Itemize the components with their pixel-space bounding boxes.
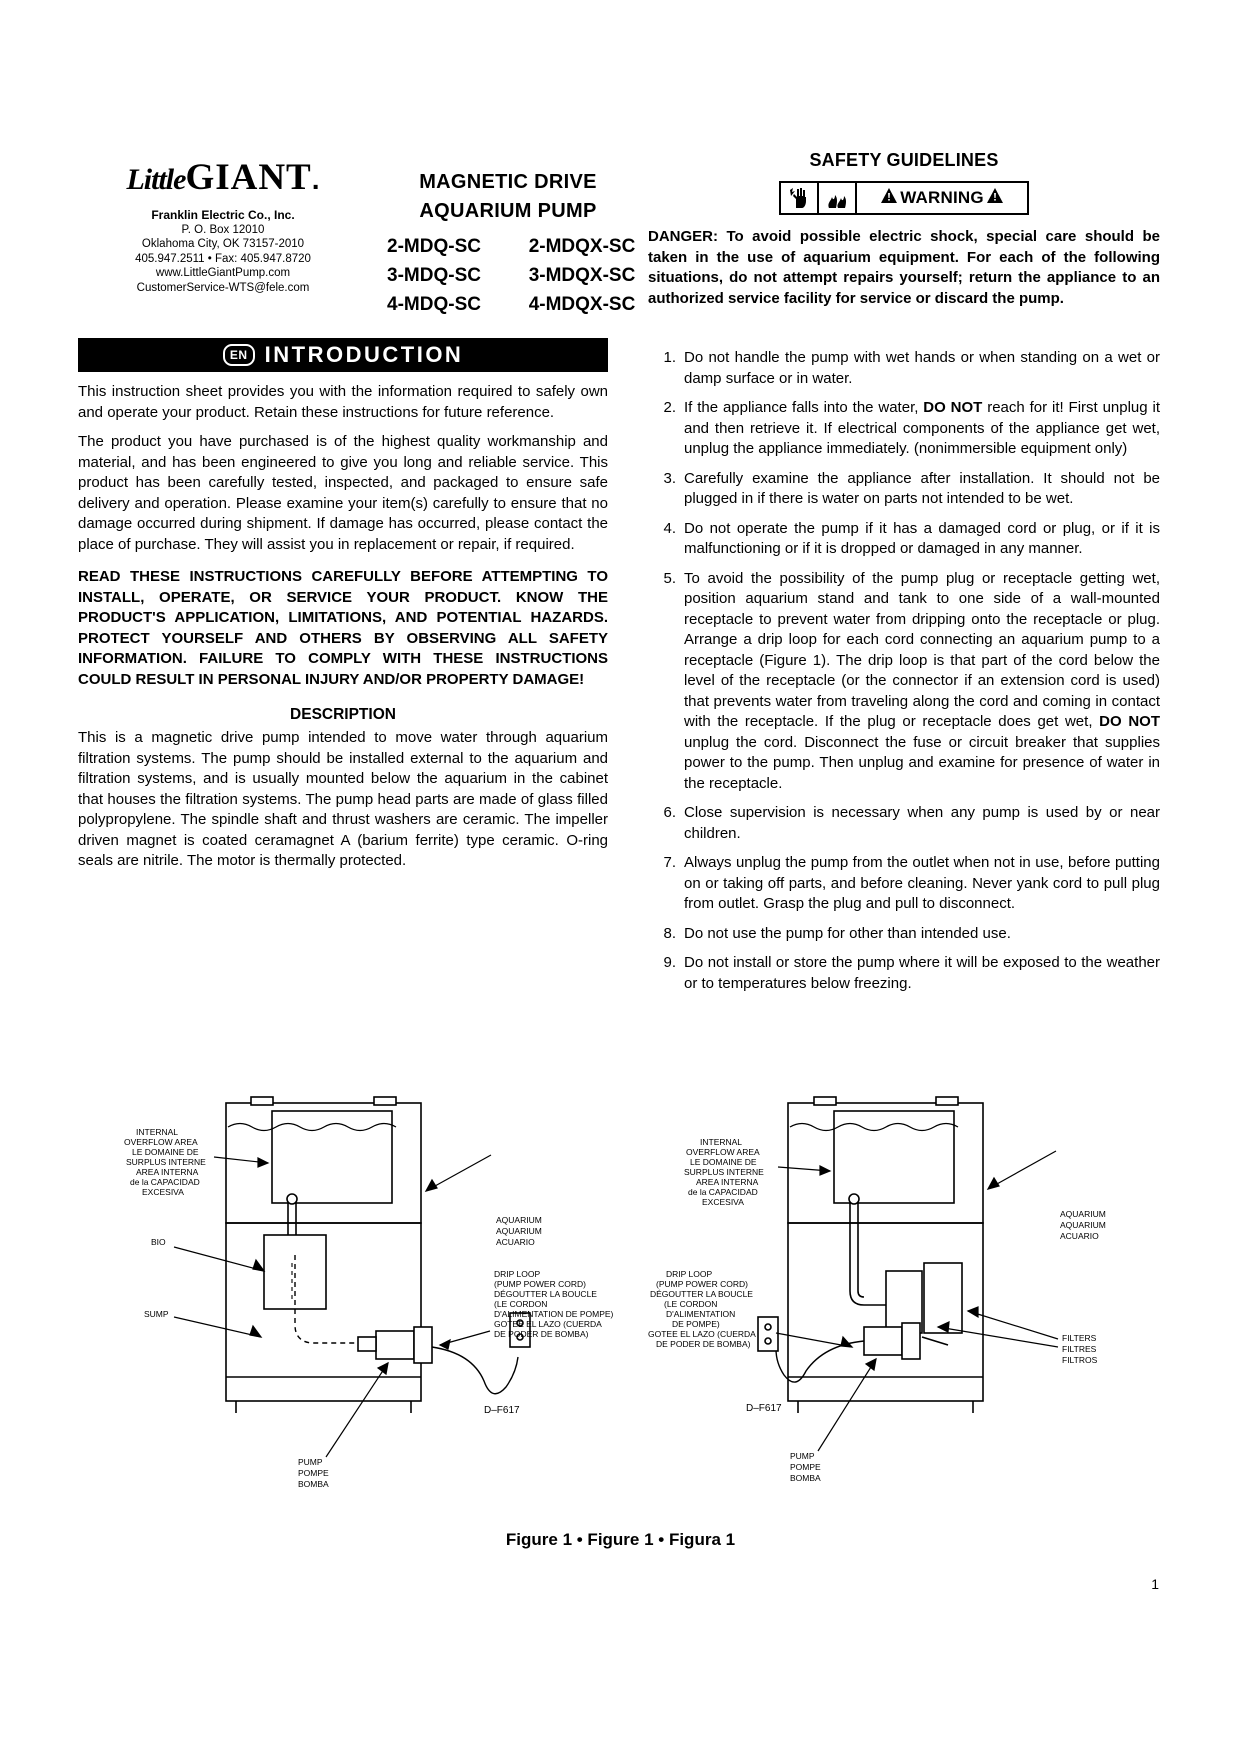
warning-banner	[779, 181, 1029, 215]
model-row	[368, 261, 648, 290]
list-item	[648, 803, 1160, 844]
model-number: 4-MDQ-SC	[387, 294, 481, 315]
safety-guidelines-block	[648, 150, 1160, 324]
emphasis-do-not: DO NOT	[923, 399, 983, 416]
warning-triangle-icon-right	[987, 188, 1003, 208]
list-item-number: 8.	[663, 924, 676, 942]
company-name: Franklin Electric Co., Inc.	[151, 208, 295, 222]
list-item-text: Close supervision is necessary when any pump is used by or near children.	[684, 804, 1160, 842]
list-item-number: 3.	[663, 469, 676, 487]
svg-text:EXCESIVA: EXCESIVA	[702, 1197, 744, 1207]
figure-label-internal-overflow: INTERNAL	[136, 1127, 179, 1137]
list-item-text: Do not operate the pump if it has a damaged cord or plug, or if it is malfunctioning or if it is dropped or damaged in any manner.	[684, 519, 1160, 557]
figure-label-sump: SUMP	[144, 1309, 169, 1319]
svg-text:FILTROS: FILTROS	[1062, 1355, 1098, 1365]
figure-label-pump: PUMP	[790, 1451, 815, 1461]
document-title-block	[368, 150, 648, 319]
list-item	[648, 924, 1160, 945]
introduction-heading-bar	[78, 338, 608, 372]
danger-paragraph: DANGER: To avoid possible electric shock, special care should be taken in the use of aquarium equipment. For each of the following situations, do not attempt repairs yourself; return the appliance to an authorized service facility for service or discard the pump.	[648, 228, 1160, 307]
svg-text:POMPE: POMPE	[298, 1468, 329, 1478]
address-line-1: P. O. Box 12010	[181, 223, 265, 236]
svg-text:DÉGOUTTER LA BOUCLE: DÉGOUTTER LA BOUCLE	[650, 1289, 753, 1299]
warning-banner-text	[857, 188, 1027, 208]
svg-text:(LE CORDON: (LE CORDON	[664, 1299, 718, 1309]
emphasis-do-not: DO NOT	[1099, 713, 1160, 730]
figure-drawing-number: D–F617	[746, 1403, 782, 1414]
model-row	[368, 290, 648, 319]
figure-label-drip-loop: DRIP LOOP	[666, 1269, 713, 1279]
page-header	[78, 150, 1160, 324]
list-item-text: Always unplug the pump from the outlet when not in use, before putting on or taking off parts, and before cleaning. Never yank cord to pull plug from outlet. Grasp the plug and pull to disconnect.	[684, 854, 1160, 912]
safety-guidelines-heading: SAFETY GUIDELINES	[809, 150, 999, 170]
list-item	[648, 348, 1160, 389]
svg-text:ACUARIO: ACUARIO	[496, 1237, 535, 1247]
list-item-text: If the appliance falls into the water, DO NOT reach for it! First unplug it and then retrieve it. If electrical components of the appliance get wet, unplug the appliance immediately. (nonimmersible equipment only)	[684, 399, 1160, 457]
list-item-number: 9.	[663, 954, 676, 971]
svg-text:AQUARIUM: AQUARIUM	[1060, 1220, 1106, 1230]
list-item-number: 6.	[663, 804, 676, 821]
figure-area	[78, 1095, 1160, 1515]
svg-text:ACUARIO: ACUARIO	[1060, 1231, 1099, 1241]
language-badge-en: EN	[223, 344, 255, 366]
list-item	[648, 398, 1160, 460]
list-item	[648, 569, 1160, 795]
svg-text:D'ALIMENTATION DE POMPE): D'ALIMENTATION DE POMPE)	[494, 1309, 614, 1319]
svg-text:BOMBA: BOMBA	[298, 1479, 329, 1489]
svg-text:OVERFLOW AREA: OVERFLOW AREA	[124, 1137, 198, 1147]
figure-drawing-number: D–F617	[484, 1405, 520, 1416]
figure-label-bio: BIO	[151, 1237, 166, 1247]
list-item	[648, 953, 1160, 994]
model-number: 4-MDQX-SC	[528, 294, 636, 315]
svg-text:BOMBA: BOMBA	[790, 1473, 821, 1483]
title-line-1: MAGNETIC DRIVE	[419, 171, 597, 193]
svg-text:de la CAPACIDAD: de la CAPACIDAD	[688, 1187, 758, 1197]
model-list	[368, 232, 648, 319]
figure-label-filters: FILTERS	[1062, 1333, 1097, 1343]
right-column	[648, 338, 1160, 1003]
figure-label-pump: PUMP	[298, 1457, 323, 1467]
description-heading: DESCRIPTION	[290, 706, 396, 723]
svg-text:DE POMPE): DE POMPE)	[672, 1319, 720, 1329]
figure-left	[96, 1095, 616, 1515]
intro-paragraph-2: The product you have purchased is of the highest quality workmanship and material, and has been engineered to give you long and reliable service. This product has been carefully tested, inspected, and packaged to ensure safe delivery and operation. Please examine your item(s) carefully to ensure that no damage occurred during shipment. If damage has occurred, please contact the place of purchase. They will assist you in replacement or repair, if required.	[78, 433, 608, 553]
title-line-2: AQUARIUM PUMP	[419, 200, 597, 222]
brand-logo	[78, 156, 368, 199]
fire-hazard-icon	[819, 183, 857, 213]
list-item	[648, 853, 1160, 915]
list-item-text: Do not handle the pump with wet hands or when standing on a wet or damp surface or in water.	[684, 349, 1160, 387]
svg-text:D'ALIMENTATION: D'ALIMENTATION	[666, 1309, 736, 1319]
logo-little-text: Little	[126, 163, 186, 196]
svg-text:SURPLUS INTERNE: SURPLUS INTERNE	[684, 1167, 764, 1177]
safety-item-list	[648, 348, 1160, 994]
company-address	[78, 208, 368, 295]
brand-block	[78, 150, 368, 295]
svg-text:FILTRES: FILTRES	[1062, 1344, 1097, 1354]
figure-label-aquarium: AQUARIUM	[496, 1215, 542, 1225]
warning-label: WARNING	[900, 188, 984, 207]
figure-label-drip-loop: DRIP LOOP	[494, 1269, 541, 1279]
svg-text:OVERFLOW AREA: OVERFLOW AREA	[686, 1147, 760, 1157]
svg-text:EXCESIVA: EXCESIVA	[142, 1187, 184, 1197]
svg-text:DÉGOUTTER LA BOUCLE: DÉGOUTTER LA BOUCLE	[494, 1289, 597, 1299]
svg-text:(PUMP POWER CORD): (PUMP POWER CORD)	[494, 1279, 586, 1289]
svg-text:LE DOMAINE DE: LE DOMAINE DE	[132, 1147, 199, 1157]
svg-text:INTERNAL: INTERNAL	[700, 1137, 743, 1147]
model-number: 3-MDQ-SC	[387, 265, 481, 286]
list-item	[648, 519, 1160, 560]
model-number: 2-MDQ-SC	[387, 236, 481, 257]
figure-label-aquarium: AQUARIUM	[1060, 1209, 1106, 1219]
warning-triangle-icon-left	[881, 188, 897, 208]
list-item	[648, 469, 1160, 510]
model-row	[368, 232, 648, 261]
list-item-text: To avoid the possibility of the pump plug or receptacle getting wet, position aquarium stand and tank to one side of a wall-mounted receptacle to prevent water from dripping onto the receptacle or plug. Arrange a drip loop for each cord connecting an aquarium pump to a receptacle (Figure 1). The drip loop is that part of the cord below the level of the receptacle (or the connector if an extension cord is used) that prevents water from traveling along the cord and coming in contact with the receptacle. If the plug or receptacle does get wet, DO NOT unplug the cord. Disconnect the fuse or circuit breaker that supplies power to the pump. Then unplug and examine for presence of water in the receptacle.	[684, 569, 1160, 792]
introduction-heading: INTRODUCTION	[264, 342, 464, 367]
intro-warning-paragraph: READ THESE INSTRUCTIONS CAREFULLY BEFORE ATTEMPTING TO INSTALL, OPERATE, OR SERVICE YOUR PRODUCT. KNOW THE PRODUCT'S APPLICATION, LIMITATIONS, AND POTENTIAL HAZARDS. PROTECT YOURSELF AND OTHERS BY OBSERVING ALL SAFETY INFORMATION. FAILURE TO COMPLY WITH THESE INSTRUCTIONS COULD RESULT IN PERSONAL INJURY AND/OR PROPERTY DAMAGE!	[78, 568, 608, 688]
svg-text:GOTEE EL LAZO (CUERDA: GOTEE EL LAZO (CUERDA	[648, 1329, 756, 1339]
column-gutter	[608, 338, 648, 1003]
list-item-text: Do not install or store the pump where it will be exposed to the weather or to temperatures below freezing.	[684, 954, 1160, 992]
list-item-number: 4.	[663, 519, 676, 537]
svg-text:LE DOMAINE DE: LE DOMAINE DE	[690, 1157, 757, 1167]
figure-caption: Figure 1 • Figure 1 • Figura 1	[505, 1530, 736, 1549]
email-line: CustomerService-WTS@fele.com	[136, 281, 310, 294]
svg-text:AQUARIUM: AQUARIUM	[496, 1226, 542, 1236]
left-column	[78, 338, 608, 1003]
model-number: 3-MDQX-SC	[528, 265, 636, 286]
svg-text:SURPLUS INTERNE: SURPLUS INTERNE	[126, 1157, 206, 1167]
svg-text:(PUMP POWER CORD): (PUMP POWER CORD)	[656, 1279, 748, 1289]
page-number: 1	[1151, 1576, 1159, 1592]
logo-giant-text: GIANT	[185, 157, 312, 198]
list-item-number: 7.	[663, 854, 676, 871]
svg-text:de la CAPACIDAD: de la CAPACIDAD	[130, 1177, 200, 1187]
model-number: 2-MDQX-SC	[528, 236, 636, 257]
description-paragraph: This is a magnetic drive pump intended to move water through aquarium filtration systems. The pump should be installed external to the aquarium and filtration systems, and is usually mounted below the aquarium in the cabinet that houses the filtration systems. The pump head parts are made of glass filled polypropylene. The spindle shaft and thrust washers are ceramic. The impeller driven magnet is coated ceramagnet A (barium ferrite) type ceramic. O-ring seals are nitrile. The motor is thermally protected.	[78, 729, 608, 869]
svg-text:(LE CORDON: (LE CORDON	[494, 1299, 548, 1309]
figure-right	[638, 1095, 1158, 1515]
intro-paragraph-1: This instruction sheet provides you with the information required to safely own and operate your product. Retain these instructions for future reference.	[78, 383, 608, 421]
list-item-number: 5.	[663, 569, 676, 587]
logo-registered-mark: .	[311, 164, 320, 195]
svg-text:AREA INTERNA: AREA INTERNA	[696, 1177, 759, 1187]
svg-text:GOTEE EL LAZO (CUERDA: GOTEE EL LAZO (CUERDA	[494, 1319, 602, 1329]
svg-text:DE PODER DE BOMBA): DE PODER DE BOMBA)	[656, 1339, 751, 1349]
electric-shock-hand-icon	[781, 183, 819, 213]
list-item-number: 2.	[663, 399, 676, 416]
body-columns	[78, 338, 1160, 1003]
list-item-text: Do not use the pump for other than intended use.	[684, 924, 1011, 942]
svg-text:POMPE: POMPE	[790, 1462, 821, 1472]
list-item-number: 1.	[663, 349, 676, 366]
address-line-2: Oklahoma City, OK 73157-2010	[141, 238, 305, 250]
website-line: www.LittleGiantPump.com	[155, 267, 291, 279]
svg-text:DE PODER DE BOMBA): DE PODER DE BOMBA)	[494, 1329, 589, 1339]
list-item-text: Carefully examine the appliance after installation. It should not be plugged in if there is water on parts not intended to be wet.	[684, 469, 1160, 507]
address-line-3: 405.947.2511 • Fax: 405.947.8720	[135, 252, 311, 265]
page-content	[78, 150, 1160, 1003]
svg-text:AREA INTERNA: AREA INTERNA	[136, 1167, 199, 1177]
